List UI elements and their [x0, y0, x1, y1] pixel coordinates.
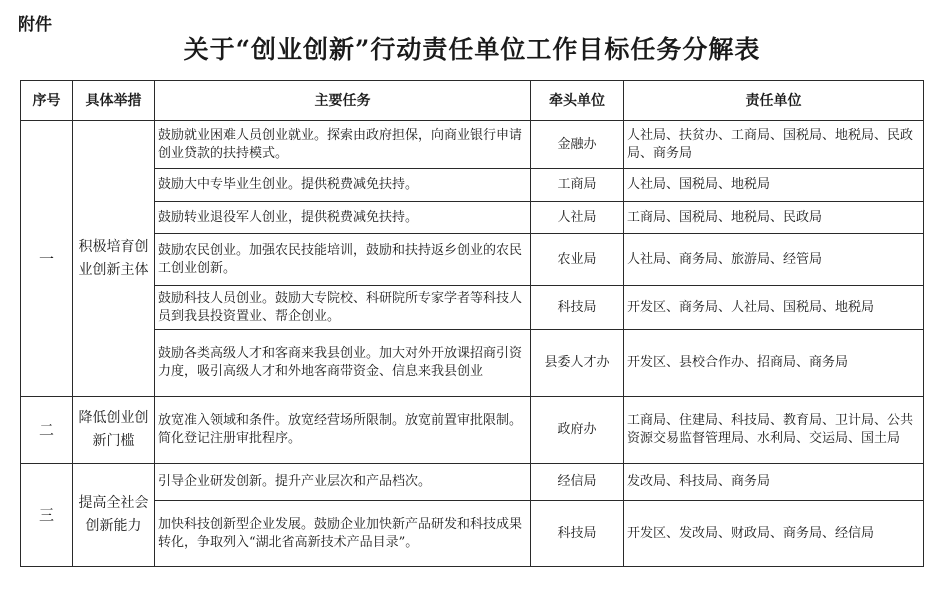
responsible-unit-cell: 开发区、县校合作办、招商局、商务局: [624, 330, 924, 397]
column-header-measure: 具体举措: [73, 81, 155, 121]
column-header-task: 主要任务: [155, 81, 531, 121]
responsible-unit-cell: 工商局、国税局、地税局、民政局: [624, 202, 924, 234]
task-cell: 鼓励各类高级人才和客商来我县创业。加大对外开放课招商引资力度，吸引高级人才和外地客商带资金、信息来我县创业: [155, 330, 531, 397]
document-title: 关于“创业创新”行动责任单位工作目标任务分解表: [183, 35, 761, 64]
table-header-row: [21, 81, 924, 121]
attachment-label: 附件: [18, 15, 52, 35]
group-measure: 降低创业创新门槛: [73, 397, 155, 464]
lead-unit-cell: 科技局: [531, 501, 624, 567]
task-cell: 引导企业研发创新。提升产业层次和产品档次。: [155, 464, 531, 501]
table-row: [21, 464, 924, 501]
responsible-unit-cell: 开发区、发改局、财政局、商务局、经信局: [624, 501, 924, 567]
table-row: [21, 501, 924, 567]
table-row: [21, 202, 924, 234]
task-cell: 鼓励大中专毕业生创业。提供税费减免扶持。: [155, 169, 531, 202]
task-cell: 放宽准入领域和条件。放宽经营场所限制。放宽前置审批限制。简化登记注册审批程序。: [155, 397, 531, 464]
responsible-unit-cell: 工商局、住建局、科技局、教育局、卫计局、公共资源交易监督管理局、水利局、交运局、国土局: [624, 397, 924, 464]
lead-unit-cell: 工商局: [531, 169, 624, 202]
group-number: 三: [21, 464, 73, 567]
table-row: [21, 121, 924, 169]
table-row: [21, 397, 924, 464]
lead-unit-cell: 县委人才办: [531, 330, 624, 397]
column-header-lead-unit: 牵头单位: [531, 81, 624, 121]
table-row: [21, 330, 924, 397]
group-number: 二: [21, 397, 73, 464]
responsible-unit-cell: 人社局、商务局、旅游局、经管局: [624, 234, 924, 286]
group-number: 一: [21, 121, 73, 397]
group-measure: 提高全社会创新能力: [73, 464, 155, 567]
lead-unit-cell: 经信局: [531, 464, 624, 501]
column-header-number: 序号: [21, 81, 73, 121]
group-measure: 积极培育创业创新主体: [73, 121, 155, 397]
table-row: [21, 169, 924, 202]
table-row: [21, 286, 924, 330]
task-cell: 鼓励农民创业。加强农民技能培训，鼓励和扶持返乡创业的农民工创业创新。: [155, 234, 531, 286]
task-cell: 鼓励科技人员创业。鼓励大专院校、科研院所专家学者等科技人员到我县投资置业、帮企创业。: [155, 286, 531, 330]
task-cell: 鼓励转业退役军人创业，提供税费减免扶持。: [155, 202, 531, 234]
table-row: [21, 234, 924, 286]
column-header-responsible-unit: 责任单位: [624, 81, 924, 121]
lead-unit-cell: 金融办: [531, 121, 624, 169]
responsible-unit-cell: 人社局、扶贫办、工商局、国税局、地税局、民政局、商务局: [624, 121, 924, 169]
lead-unit-cell: 人社局: [531, 202, 624, 234]
responsible-unit-cell: 发改局、科技局、商务局: [624, 464, 924, 501]
responsible-unit-cell: 开发区、商务局、人社局、国税局、地税局: [624, 286, 924, 330]
task-cell: 加快科技创新型企业发展。鼓励企业加快新产品研发和科技成果转化，争取列入“湖北省高新技术产品目录”。: [155, 501, 531, 567]
responsible-unit-cell: 人社局、国税局、地税局: [624, 169, 924, 202]
lead-unit-cell: 科技局: [531, 286, 624, 330]
lead-unit-cell: 政府办: [531, 397, 624, 464]
task-cell: 鼓励就业困难人员创业就业。探索由政府担保，向商业银行申请创业贷款的扶持模式。: [155, 121, 531, 169]
lead-unit-cell: 农业局: [531, 234, 624, 286]
task-table: [20, 80, 924, 567]
